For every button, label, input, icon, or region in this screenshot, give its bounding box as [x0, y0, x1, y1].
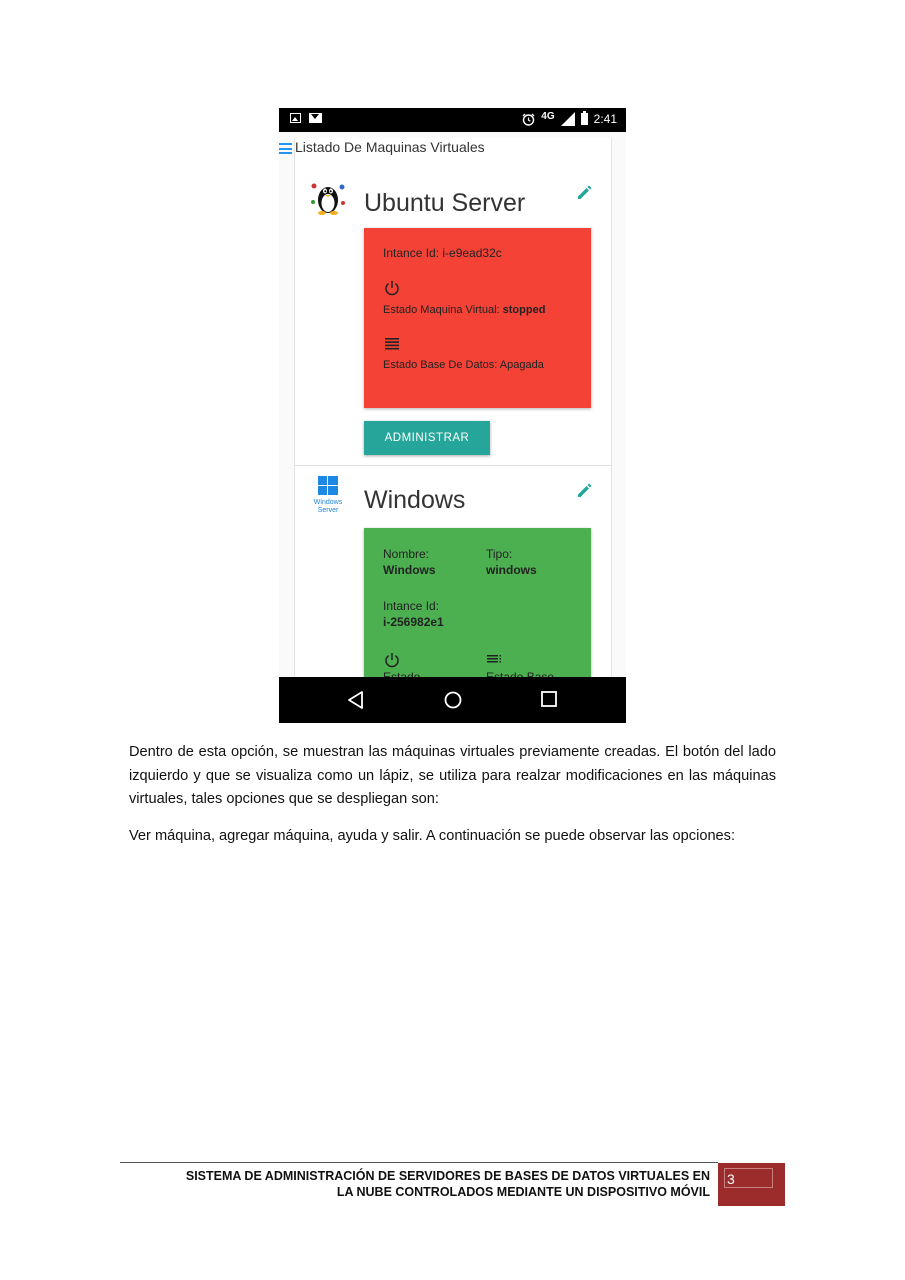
app-bar	[279, 138, 626, 158]
recent-apps-icon[interactable]	[540, 690, 558, 708]
image-notification-icon	[290, 113, 301, 123]
windows-server-logo-icon	[309, 476, 347, 516]
linux-tux-logo-icon	[309, 178, 347, 216]
android-nav-bar	[279, 677, 626, 723]
page-number-box	[718, 1163, 785, 1206]
home-icon[interactable]	[443, 690, 463, 710]
page-number: 3	[724, 1168, 773, 1188]
vm-status-panel	[364, 228, 591, 408]
vm-name: Ubuntu Server	[364, 189, 526, 217]
instance-label: Intance Id:	[383, 599, 440, 613]
clock: 2:41	[593, 112, 617, 126]
vm-card	[295, 138, 611, 466]
nombre-label: Nombre:	[383, 547, 430, 561]
gmail-notification-icon	[309, 113, 322, 123]
vm-state-label: Estado Maquina Virtual:	[383, 304, 503, 316]
phone-screenshot	[279, 108, 626, 723]
vm-name: Windows	[364, 486, 466, 514]
back-icon[interactable]	[347, 690, 365, 710]
signal-icon	[561, 112, 575, 126]
db-state: Estado Base De Datos: Apagada	[383, 359, 544, 371]
vm-state-value: stopped	[502, 304, 546, 316]
power-icon	[384, 652, 400, 668]
footer-line: LA NUBE CONTROLADOS MEDIANTE UN DISPOSITIVO MÓVIL	[336, 1185, 710, 1199]
footer-title	[120, 1168, 710, 1200]
vm-card	[295, 466, 611, 706]
tipo-value: windows	[486, 563, 537, 577]
footer-divider	[120, 1162, 718, 1163]
database-lines-icon	[487, 655, 502, 667]
vm-list	[294, 138, 612, 698]
database-lines-icon	[385, 338, 400, 350]
instance-id: Intance Id: i-e9ead32c	[383, 246, 502, 260]
edit-pencil-icon[interactable]	[576, 481, 594, 499]
power-icon	[384, 280, 400, 296]
footer-line: SISTEMA DE ADMINISTRACIÓN DE SERVIDORES DE BASES DE DATOS VIRTUALES EN	[185, 1169, 710, 1183]
body-paragraph: Ver máquina, agregar máquina, ayuda y salir. A continuación se puede observar las opciones:	[129, 828, 736, 844]
windows-logo-text-1: Windows	[313, 499, 343, 506]
page-title: Listado De Maquinas Virtuales	[295, 139, 485, 155]
network-type: 4G	[541, 110, 555, 122]
vm-state	[383, 304, 545, 316]
edit-pencil-icon[interactable]	[576, 183, 594, 201]
tipo-label: Tipo:	[486, 547, 513, 561]
alarm-icon	[522, 113, 535, 126]
status-bar	[279, 108, 626, 132]
hamburger-menu-icon[interactable]	[279, 143, 292, 154]
instance-value: i-256982e1	[383, 615, 444, 629]
windows-logo-text-2: Server	[317, 507, 339, 514]
administrar-button[interactable]: ADMINISTRAR	[364, 421, 490, 455]
body-paragraph: Dentro de esta opción, se muestran las máquinas virtuales previamente creadas. El botón del lado izquierdo y que se visualiza como un lápiz, se utiliza para realzar modificaciones en las máquinas virtuales, tales opciones que se despliegan son:	[129, 744, 776, 807]
battery-icon	[581, 113, 588, 125]
nombre-value: Windows	[383, 563, 436, 577]
